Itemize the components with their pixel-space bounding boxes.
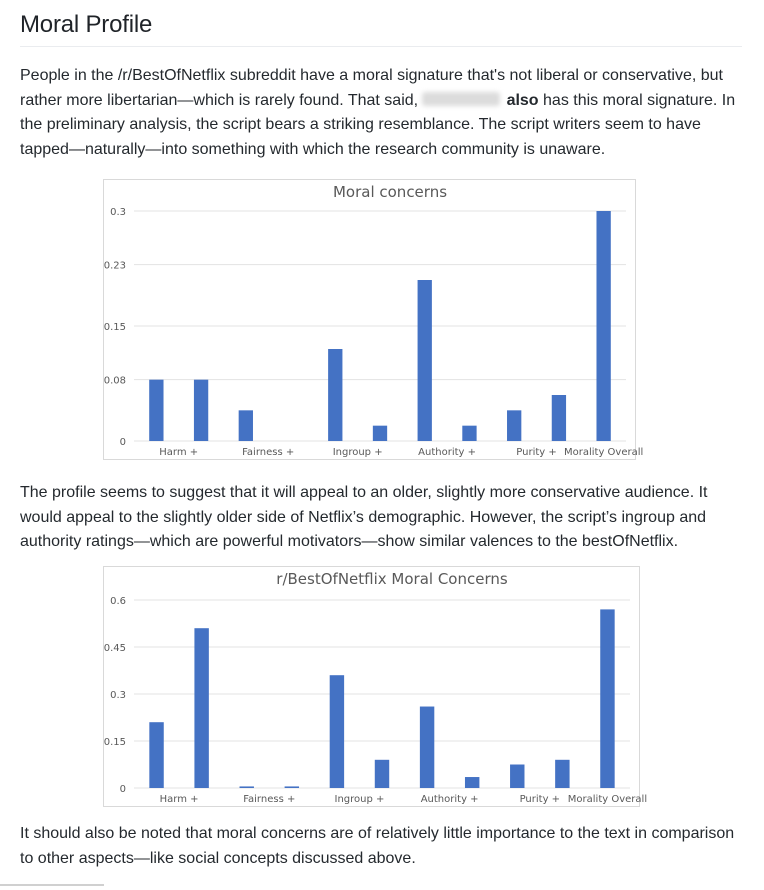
intro-text-a: People in the /r/BestOfNetflix subreddit have a moral signature that's not liberal or conservative, but rather more libertarian—which is rarely found. That said,	[20, 67, 723, 109]
bar-morality-overall	[596, 211, 610, 441]
x-tick-label: Authority +	[418, 447, 477, 458]
closing-paragraph: It should also be noted that moral concerns are of relatively little importance to the text in comparison to other aspects—like social concepts discussed above.	[20, 825, 735, 867]
intro-paragraph	[20, 64, 744, 162]
x-tick-label: Purity +	[516, 447, 557, 458]
y-tick-label: 0.08	[103, 375, 126, 387]
x-tick-label: Ingroup +	[334, 794, 385, 805]
x-tick-label: Harm +	[159, 447, 199, 458]
x-tick-label: Fairness +	[243, 794, 296, 805]
bar-harm	[194, 628, 208, 788]
bestofnetflix-moral-concerns-chart-svg	[103, 567, 648, 806]
title-divider	[20, 46, 742, 47]
bottom-divider	[0, 884, 104, 886]
bar-ingroup	[373, 426, 387, 441]
bar-purity	[507, 410, 521, 441]
y-tick-label: 0.3	[110, 207, 126, 218]
x-tick-label: Fairness +	[242, 447, 295, 458]
x-tick-label: Authority +	[420, 794, 479, 805]
y-tick-label: 0.6	[110, 596, 126, 607]
y-tick-label: 0	[119, 784, 126, 795]
redacted-name	[422, 92, 500, 106]
bar-fairness	[239, 410, 253, 441]
y-tick-label: 0.15	[103, 737, 126, 748]
y-tick-label: 0	[119, 437, 126, 448]
bar-harm	[194, 380, 208, 441]
y-tick-label: 0.23	[103, 260, 126, 272]
bar-morality-overall	[600, 609, 614, 788]
bar-purity	[552, 395, 566, 441]
y-tick-label: 0.3	[110, 690, 126, 701]
bar-authority	[420, 707, 434, 788]
bar-fairness	[240, 786, 254, 788]
bar-fairness	[285, 786, 299, 788]
bar-purity	[555, 760, 569, 788]
y-tick-label: 0.15	[103, 322, 126, 333]
bar-purity	[510, 765, 524, 789]
chart-title: r/BestOfNetflix Moral Concerns	[276, 570, 508, 588]
bar-authority	[418, 280, 432, 441]
moral-concerns-chart-svg	[103, 180, 644, 459]
x-tick-label: Harm +	[159, 794, 199, 805]
x-tick-label: Purity +	[519, 794, 561, 805]
bar-ingroup	[330, 675, 344, 788]
profile-paragraph: The profile seems to suggest that it will appeal to an older, slightly more conservative audience. It would appeal to the slightly older side of Netflix’s demographic. However, the script’s ingroup and authority ratings—which are powerful motivators—show similar valences to the bestOfNetflix.	[20, 484, 708, 550]
bestofnetflix-moral-concerns-chart	[103, 566, 648, 807]
section-title: Moral Profile	[20, 11, 153, 38]
bar-harm	[149, 722, 163, 788]
intro-bold: also	[506, 91, 539, 109]
intro-text-b: has this moral signature. In the preliminary analysis, the script bears a striking resemblance. The script writers seem to have tapped—naturally—into something with which the research community is unaware.	[20, 91, 736, 158]
y-tick-label: 0.45	[103, 643, 126, 654]
bar-ingroup	[375, 760, 389, 788]
x-tick-label: Morality Overall	[563, 447, 644, 458]
bar-ingroup	[328, 349, 342, 441]
bar-authority	[465, 777, 479, 788]
x-tick-label: Morality Overall	[567, 794, 648, 805]
chart-title: Moral concerns	[332, 183, 448, 201]
bar-harm	[149, 380, 163, 441]
bar-authority	[462, 426, 476, 441]
x-tick-label: Ingroup +	[332, 447, 383, 458]
moral-concerns-chart	[103, 179, 644, 460]
